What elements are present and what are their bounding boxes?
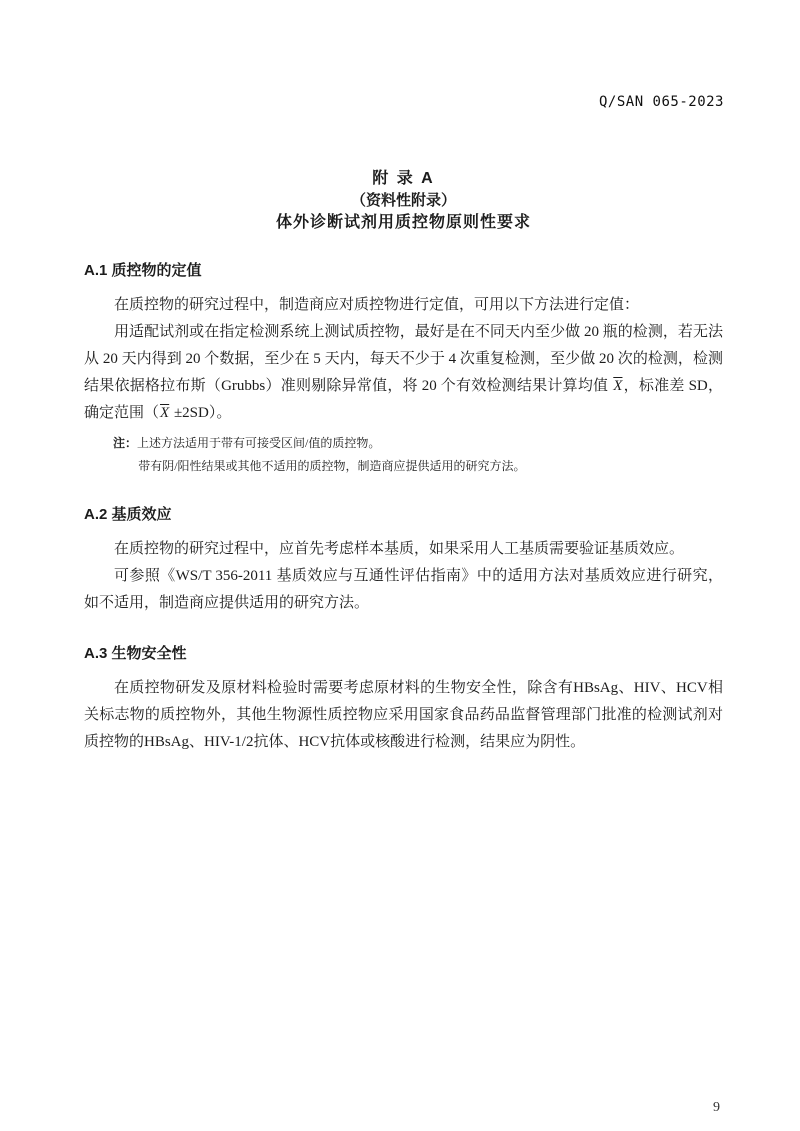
appendix-title: 体外诊断试剂用质控物原则性要求 (275, 214, 531, 231)
a1-paragraph-2-text: 用适配试剂或在指定检测系统上测试质控物，最好是在不同天内至少做 20 瓶的检测，若无法从 20 天内得到 20 个数据，至少在 5 天内，每天不少于 4 次重复检测，至少做 20 次的检测，检测结果依据格拉布斯（Grubbs）准则剔除异常值，将 20 个有效检测结果计算均值 (84, 324, 723, 394)
a1-note-line2: 带有阴/阳性结果或其他不适用的质控物，制造商应提供适用的研究方法。 (138, 459, 526, 473)
section-a1-heading: A.1 质控物的定值 (84, 262, 202, 279)
a2-paragraph-2: 可参照《WS/T 356-2011 基质效应与互通性评估指南》中的适用方法对基质效应进行研究，如不适用，制造商应提供适用的研究方法。 (84, 568, 723, 611)
a1-note-line1-text: 上述方法适用于带有可接受区间/值的质控物。 (137, 436, 381, 450)
page-number: 9 (713, 1100, 720, 1115)
header-standard-code: Q/SAN 065-2023 (598, 94, 724, 110)
document-content (84, 168, 723, 756)
section-a3-heading: A.3 生物安全性 (84, 645, 187, 662)
document-title (84, 168, 723, 234)
a1-paragraph-2-text: ±2SD）。 (170, 405, 232, 421)
a1-paragraph-1: 在质控物的研究过程中，制造商应对质控物进行定值，可用以下方法进行定值： (114, 297, 640, 313)
note-label: 注： (113, 436, 138, 450)
appendix-type: （资料性附录） (350, 192, 456, 209)
section-a2-heading: A.2 基质效应 (84, 506, 172, 523)
a2-paragraph-1: 在质控物的研究过程中，应首先考虑样本基质，如果采用人工基质需要验证基质效应。 (114, 541, 685, 557)
mean-symbol: $\overline{X}$ (160, 405, 170, 421)
a1-note-line1 (113, 432, 723, 455)
a1-paragraph-2-text: ，标准差 SD，确定范围（ (84, 378, 723, 421)
a3-paragraph-1: 在质控物研发及原材料检验时需要考虑原材料的生物安全性，除含有HBsAg、HIV、HCV相关标志物的质控物外，其他生物源性质控物应采用国家食品药品监督管理部门批准的检测试剂对质控物的HBsAg、HIV-1/2抗体、HCV抗体或核酸进行检测，结果应为阴性。 (84, 680, 723, 750)
appendix-label: 附 录 A (372, 170, 435, 187)
a1-note (113, 432, 723, 478)
a1-paragraph-2 (84, 319, 723, 427)
mean-symbol: $\overline{X}$ (613, 378, 623, 394)
